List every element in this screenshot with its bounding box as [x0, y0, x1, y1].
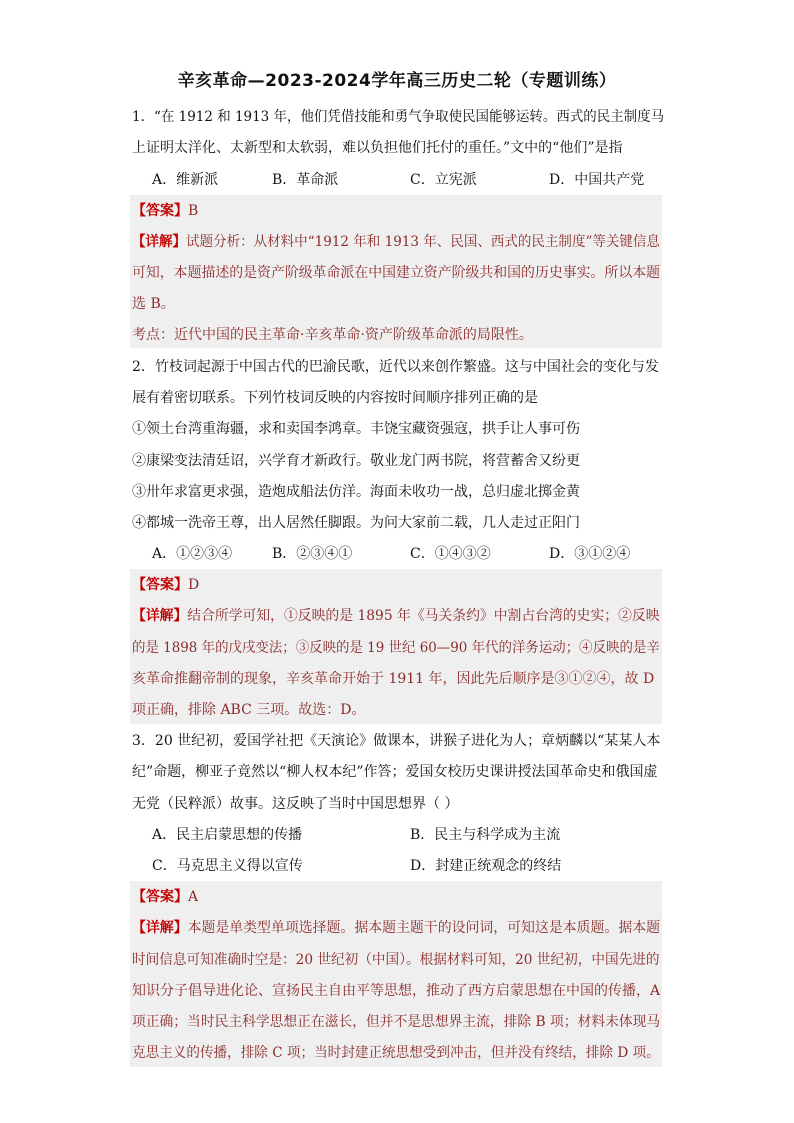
q2-detail-line: 项正确，排除 ABC 三项。故选：D。	[132, 702, 366, 718]
q2-option-b: B．②③④①	[272, 546, 353, 562]
q2-stem-line: 展有着密切联系。下列竹枝词反映的内容按时间顺序排列正确的是	[132, 390, 538, 406]
q1-detail-line: 可知，本题描述的是资产阶级革命派在中国建立资产阶级共和国的历史事实。所以本题	[132, 265, 661, 281]
q2-detail-line	[132, 606, 660, 626]
detail-tag: 【详解】	[132, 234, 187, 250]
q1-stem-line: 上证明太洋化、太新型和太软弱，难以负担他们托付的重任。”文中的“他们”是指	[132, 140, 623, 156]
q1-detail-line: 考点：近代中国的民主革命·辛亥革命·资产阶级革命派的局限性。	[132, 327, 533, 343]
q3-detail-line: 项正确；当时民主科学思想正在滋长，但并不是思想界主流，排除 B 项；材料未体现马	[132, 1014, 661, 1030]
q3-answer-block	[130, 881, 662, 1067]
detail-tag: 【详解】	[132, 608, 188, 624]
q3-answer-line	[132, 887, 198, 907]
q1-answer-block	[130, 195, 662, 348]
q2-answer-line	[132, 575, 199, 595]
answer-tag: 【答案】	[132, 203, 188, 219]
q2-option-c: C．①④③②	[410, 546, 491, 562]
q2-detail-line: 亥革命推翻帝制的现象，辛亥革命开始于 1911 年，因此先后顺序是③①②④，故 D	[132, 671, 655, 687]
q1-stem-line: 1．“在 1912 和 1913 年，他们凭借技能和勇气争取使民国能够运转。西式的民主制度马	[132, 109, 665, 125]
q3-detail-line: 克思主义的传播，排除 C 项；当时封建正统思想受到冲击，但并没有终结，排除 D 项。	[132, 1045, 660, 1061]
q2-answer-block	[130, 569, 662, 724]
q1-option-b: B．革命派	[272, 172, 339, 188]
q3-option-d: D．封建正统观念的终结	[410, 858, 562, 874]
q2-answer: D	[188, 577, 200, 593]
q3-option-c: C．马克思主义得以宣传	[152, 858, 303, 874]
q3-detail-line	[132, 918, 660, 938]
q2-poem-line: ③卅年求富更求强，造炮成船法仿洋。海面未收功一战，总归虚北掷金黄	[132, 484, 580, 500]
q2-detail-text: 结合所学可知，①反映的是 1895 年《马关条约》中割占台湾的史实；②反映	[187, 608, 660, 624]
q3-stem-line: 无党（民粹派）故事。这反映了当时中国思想界（ ）	[132, 796, 459, 812]
q2-poem-line: ②康梁变法清廷诏，兴学育才新政行。敬业龙门两书院，将营蓄舍又纷更	[132, 453, 580, 469]
q2-option-a: A．①②③④	[152, 546, 233, 562]
q1-option-d: D．中国共产党	[549, 172, 645, 188]
q1-option-c: C．立宪派	[410, 172, 477, 188]
q2-stem-line: 2．竹枝词起源于中国古代的巴渝民歌，近代以来创作繁盛。这与中国社会的变化与发	[132, 359, 659, 375]
q1-option-a: A．维新派	[152, 172, 219, 188]
q2-option-d: D．③①②④	[549, 546, 631, 562]
q3-stem-line: 纪”命题，柳亚子竟然以“柳人权本纪”作答；爱国女校历史课讲授法国革命史和俄国虚	[132, 764, 658, 780]
q1-answer: B	[188, 203, 199, 219]
page-title: 辛亥革命—2023-2024学年高三历史二轮（专题训练）	[177, 71, 617, 91]
q3-stem-line: 3．20 世纪初，爱国学社把《天演论》做课本，讲猴子进化为人；章炳麟以“某某人本	[132, 733, 661, 749]
q2-detail-line: 的是 1898 年的戊戌变法；③反映的是 19 世纪 60—90 年代的洋务运动；④反映的是辛	[132, 640, 660, 656]
answer-tag: 【答案】	[132, 889, 188, 905]
q3-detail-line: 知识分子倡导进化论、宣扬民主自由平等思想，推动了西方启蒙思想在中国的传播，A	[132, 983, 661, 999]
q3-answer: A	[188, 889, 199, 905]
q3-detail-line: 时间信息可知准确时空是：20 世纪初（中国）。根据材料可知，20 世纪初，中国先进的	[132, 952, 660, 968]
q3-option-b: B．民主与科学成为主流	[410, 827, 561, 843]
q3-detail-text: 本题是单类型单项选择题。据本题主题干的设问词，可知这是本质题。据本题	[187, 920, 661, 936]
answer-tag: 【答案】	[132, 577, 188, 593]
q2-poem-line: ④都城一洗帝王尊，出人居然任脚跟。为问大家前二载，几人走过正阳门	[132, 515, 580, 531]
detail-tag: 【详解】	[132, 920, 188, 936]
q2-poem-line: ①领土台湾重海疆，求和卖国李鸿章。丰饶宝藏资强寇，拱手让人事可伤	[132, 421, 580, 437]
q1-detail-line	[132, 232, 660, 252]
q1-detail-line: 选 B。	[132, 296, 175, 312]
q1-answer-line	[132, 201, 198, 221]
q1-detail-text: 试题分析：从材料中“1912 年和 1913 年、民国、西式的民主制度”等关键信息	[186, 234, 660, 250]
q3-option-a: A．民主启蒙思想的传播	[152, 827, 303, 843]
